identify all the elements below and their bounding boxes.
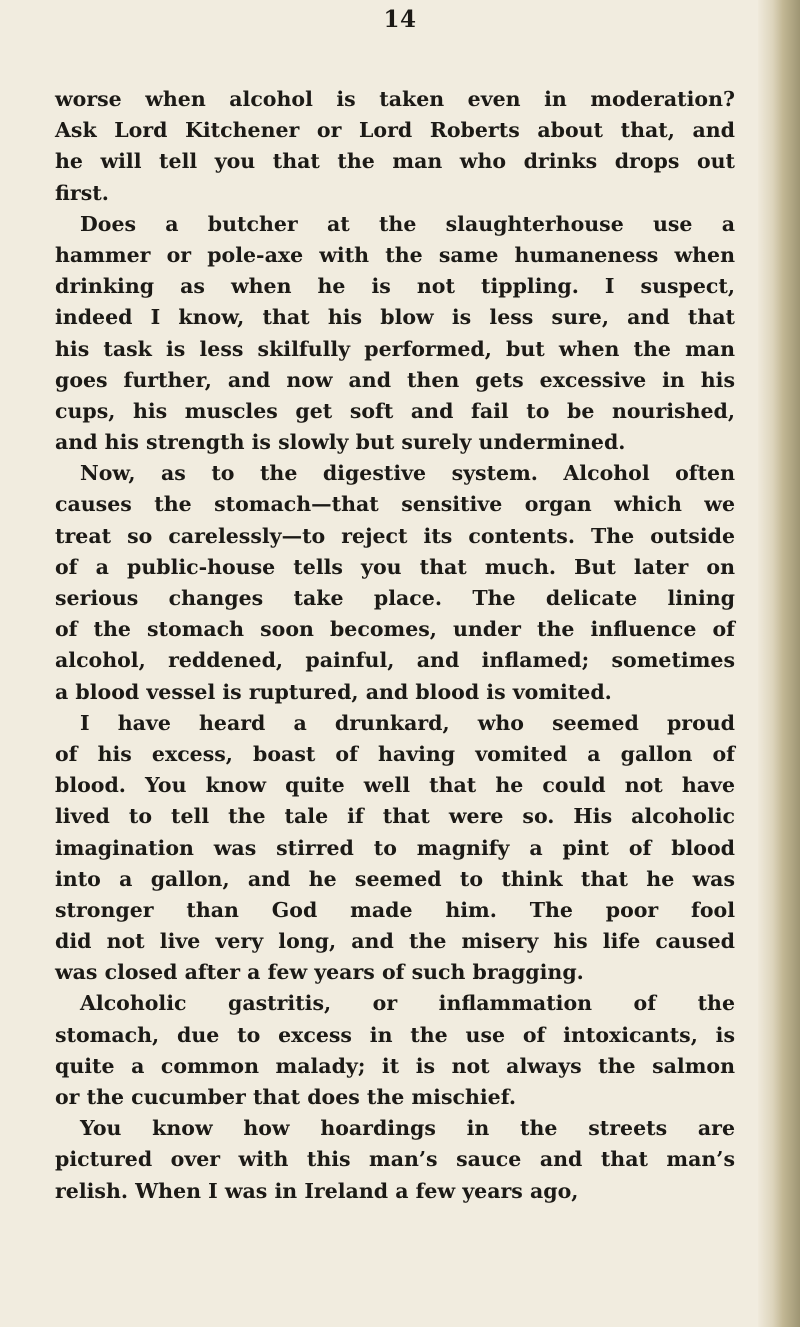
page-edge-shadow	[758, 0, 800, 1327]
text-line: stomach, due to excess in the use of intoxicants, is	[55, 1022, 735, 1047]
text-line: Now, as to the digestive system. Alcohol often	[80, 461, 735, 486]
text-line: pictured over with this man’s sauce and that man’s	[55, 1147, 735, 1172]
text-line: into a gallon, and he seemed to think that he was	[55, 866, 735, 891]
paragraph	[55, 988, 735, 1113]
text-line: relish. When I was in Ireland a few years ago,	[55, 1178, 579, 1203]
text-line: Does a butcher at the slaughterhouse use a	[80, 211, 735, 236]
text-line: or the cucumber that does the mischief.	[55, 1085, 516, 1109]
text-line: Ask Lord Kitchener or Lord Roberts about that, and	[55, 118, 735, 143]
text-line: goes further, and now and then gets excessive in his	[55, 367, 735, 392]
text-line: of a public-house tells you that much. But later on	[55, 554, 735, 579]
text-line: blood. You know quite well that he could not have	[55, 773, 735, 798]
text-line: cups, his muscles get soft and fail to be nourished,	[55, 398, 735, 423]
text-line: quite a common malady; it is not always the salmon	[55, 1053, 735, 1078]
text-line: a blood vessel is ruptured, and blood is vomited.	[55, 679, 612, 704]
text-line: did not live very long, and the misery his life caused	[55, 929, 735, 954]
text-line: worse when alcohol is taken even in moderation?	[55, 87, 735, 111]
paragraph	[55, 209, 735, 459]
text-line: was closed after a few years of such bragging.	[55, 960, 584, 985]
text-line: lived to tell the tale if that were so. His alcoholic	[55, 804, 735, 829]
text-line: his task is less skilfully performed, but when the man	[55, 336, 735, 361]
text-line: serious changes take place. The delicate lining	[55, 586, 735, 610]
text-line: he will tell you that the man who drinks drops out	[55, 149, 735, 174]
text-line: of the stomach soon becomes, under the influence of	[55, 617, 735, 642]
text-line: imagination was stirred to magnify a pint of blood	[55, 835, 735, 860]
body-text	[55, 84, 735, 1207]
text-line: stronger than God made him. The poor fool	[55, 897, 735, 922]
text-line: treat so carelessly—to reject its contents. The outside	[55, 523, 735, 548]
paragraph	[55, 84, 735, 209]
text-line: hammer or pole-axe with the same humaneness when	[55, 242, 735, 267]
text-line: and his strength is slowly but surely undermined.	[55, 430, 626, 455]
paragraph	[55, 708, 735, 989]
text-line: Alcoholic gastritis, or inflammation of the	[80, 991, 735, 1016]
text-line: of his excess, boast of having vomited a gallon of	[55, 741, 735, 766]
text-line: I have heard a drunkard, who seemed proud	[80, 710, 735, 735]
text-line: You know how hoardings in the streets are	[80, 1116, 735, 1141]
paragraph	[55, 1113, 735, 1207]
text-line: alcohol, reddened, painful, and inflamed; sometimes	[55, 648, 735, 673]
text-line: first.	[55, 180, 109, 205]
page-number: 14	[383, 6, 417, 33]
paragraph	[55, 458, 735, 708]
text-line: causes the stomach—that sensitive organ which we	[55, 492, 735, 517]
text-line: indeed I know, that his blow is less sure, and that	[55, 305, 735, 330]
text-line: drinking as when he is not tippling. I suspect,	[55, 274, 735, 299]
